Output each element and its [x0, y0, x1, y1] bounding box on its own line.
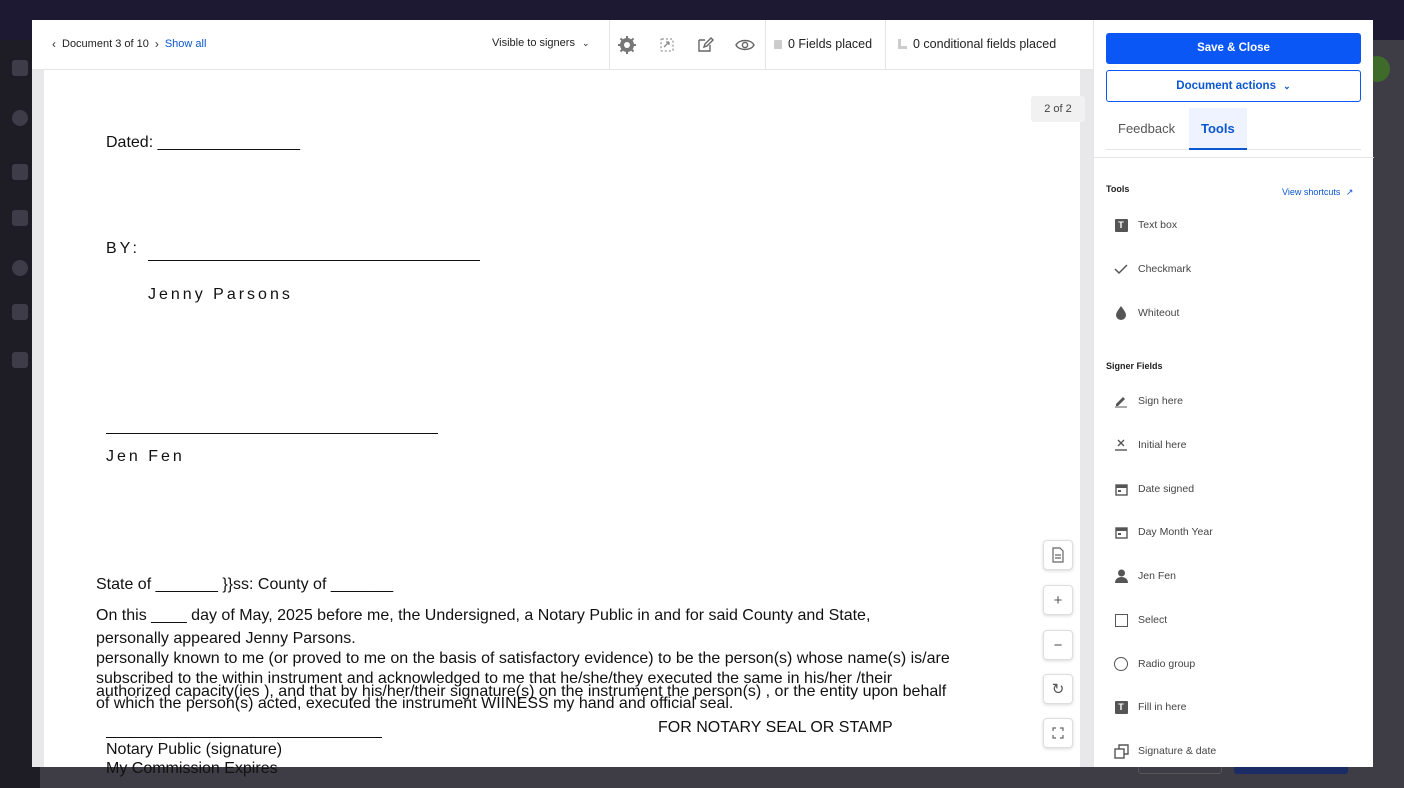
tab-feedback[interactable]: Feedback: [1118, 121, 1176, 136]
signer-name-jenny: Jenny Parsons: [148, 286, 293, 303]
field-label: Date signed: [1138, 483, 1195, 495]
show-all-link[interactable]: Show all: [164, 38, 207, 50]
notary-text-line: of which the person(s) acted, executed the instrument WIINESS my hand and official seal.: [96, 695, 734, 712]
dated-line: Dated: ________________: [106, 134, 300, 151]
tool-whiteout[interactable]: [1114, 303, 1179, 323]
text-box-icon: T: [1114, 218, 1128, 232]
field-label: Radio group: [1138, 658, 1196, 670]
notary-signature-label: Notary Public (signature): [106, 741, 283, 758]
tool-text-box[interactable]: [1114, 215, 1177, 235]
field-signer-name[interactable]: [1114, 566, 1176, 586]
editor-toolbar: [32, 20, 1093, 70]
conditional-fields-counter: [898, 37, 1056, 51]
checkmark-icon: [1114, 262, 1128, 276]
conditional-fields-label: 0 conditional fields placed: [913, 37, 1057, 51]
zoom-in-button[interactable]: [1043, 585, 1073, 615]
pen-icon: [1114, 394, 1128, 408]
external-link-icon: ↗: [1345, 187, 1354, 197]
fullscreen-button[interactable]: [1043, 718, 1073, 748]
signature-line: [148, 260, 480, 261]
signer-name-jen: Jen Fen: [106, 448, 185, 465]
edit-icon[interactable]: [695, 35, 715, 55]
notary-text-line: On this ____ day of May, 2025 before me, the Undersigned, a Notary Public in and for said County and State,: [96, 607, 871, 624]
users-icon: [12, 304, 28, 320]
divider: [1094, 157, 1374, 158]
field-label: Signature & date: [1138, 745, 1217, 757]
notary-gear-icon[interactable]: [617, 35, 637, 55]
page-indicator: 2 of 2: [1031, 96, 1085, 122]
field-date-signed[interactable]: [1114, 479, 1194, 499]
dashboard-icon: [12, 164, 28, 180]
visibility-label: Visible to signers: [492, 37, 575, 49]
rotate-icon: ↻: [1051, 681, 1065, 698]
fields-placed-counter: [774, 37, 872, 51]
chevron-down-icon: ⌄: [1283, 81, 1291, 91]
minus-icon: −: [1053, 636, 1063, 654]
view-shortcuts-link[interactable]: [1282, 187, 1353, 198]
save-close-button[interactable]: Save & Close: [1106, 33, 1361, 64]
notary-text-line: personally known to me (or proved to me on the basis of satisfactory evidence) to be the person(s) whose name(s) is/are: [96, 650, 950, 667]
notary-seal-label: FOR NOTARY SEAL OR STAMP: [658, 719, 893, 736]
person-icon: [1114, 569, 1128, 583]
preview-eye-icon[interactable]: [735, 35, 755, 55]
field-sign-here[interactable]: [1114, 391, 1183, 411]
tool-label: Checkmark: [1138, 263, 1192, 275]
field-label: Sign here: [1138, 395, 1183, 407]
document-info-button[interactable]: [1043, 540, 1073, 570]
company-avatar-icon: [12, 110, 28, 126]
checkbox-icon: [1114, 613, 1128, 627]
field-label: Initial here: [1138, 439, 1187, 451]
rotate-button[interactable]: [1043, 674, 1073, 704]
commission-label: My Commission Expires: [106, 760, 278, 777]
field-label: Select: [1138, 614, 1168, 626]
field-fill-in-here[interactable]: [1114, 697, 1186, 717]
tool-checkmark[interactable]: [1114, 259, 1191, 279]
field-select[interactable]: [1114, 610, 1167, 630]
plus-icon: +: [1053, 591, 1063, 609]
document-page: [44, 70, 1080, 777]
document-viewport[interactable]: [32, 70, 1093, 777]
by-label: BY:: [106, 240, 140, 257]
notary-text-line: authorized capacity(ies ), and that by his/her/their signature(s) on the instrument the person(s) , or the entity upon behalf: [96, 683, 947, 700]
tool-label: Whiteout: [1138, 307, 1180, 319]
notary-text-line: subscribed to the within instrument and acknowledged to me that he/she/they executed the same in his/her /their: [96, 670, 893, 687]
field-radio-group[interactable]: [1114, 654, 1195, 674]
zoom-out-button[interactable]: [1043, 630, 1073, 660]
apps-grid-icon: [12, 60, 28, 76]
notary-signature-line: [106, 737, 382, 738]
field-signature-date[interactable]: [1114, 741, 1216, 761]
tag-icon: [774, 40, 782, 49]
document-actions-label: Document actions: [1176, 80, 1276, 92]
tools-heading: Tools: [1106, 184, 1130, 194]
document-navigation: [52, 37, 206, 51]
visibility-dropdown[interactable]: [492, 37, 590, 49]
initial-icon: [1114, 438, 1128, 452]
radio-icon: [1114, 657, 1128, 671]
view-shortcuts-label: View shortcuts: [1282, 187, 1341, 197]
expand-icon: [1052, 727, 1064, 739]
toolbar-divider: [609, 20, 610, 70]
text-box-icon: T: [1114, 700, 1128, 714]
chevron-right-icon[interactable]: ›: [154, 37, 159, 51]
panel-tabs: [1106, 108, 1361, 150]
gear-icon: [12, 260, 28, 276]
chevron-down-icon: ⌄: [582, 38, 590, 48]
hierarchy-icon: [898, 39, 907, 49]
calendar-icon: [1114, 525, 1128, 539]
rocket-icon: [12, 352, 28, 368]
field-initial-here[interactable]: [1114, 435, 1186, 455]
document-counter: Document 3 of 10: [62, 38, 149, 50]
document-editor-modal: [32, 20, 1373, 777]
chevron-left-icon[interactable]: ‹: [52, 37, 56, 51]
document-actions-button[interactable]: [1106, 70, 1361, 102]
copy-icon: [1114, 744, 1128, 758]
field-label: Day Month Year: [1138, 526, 1213, 538]
toolbar-divider: [885, 20, 886, 70]
signer-fields-heading: Signer Fields: [1106, 361, 1163, 371]
tab-tools[interactable]: Tools: [1189, 108, 1247, 150]
calendar-icon: [12, 210, 28, 226]
droplet-icon: [1114, 306, 1128, 320]
toolbar-divider: [765, 20, 766, 70]
notary-text-line: personally appeared Jenny Parsons.: [96, 630, 356, 647]
tools-panel: [1093, 20, 1373, 767]
signature-line: [106, 433, 438, 434]
calendar-icon: [1114, 482, 1128, 496]
tool-label: Text box: [1138, 219, 1178, 231]
replace-field-icon[interactable]: [657, 35, 677, 55]
field-label: Jen Fen: [1138, 570, 1176, 582]
field-day-month-year[interactable]: [1114, 522, 1213, 542]
state-county-line: State of _______ }}ss: County of _______: [96, 576, 394, 593]
field-label: Fill in here: [1138, 701, 1187, 713]
fields-placed-label: 0 Fields placed: [788, 37, 873, 51]
